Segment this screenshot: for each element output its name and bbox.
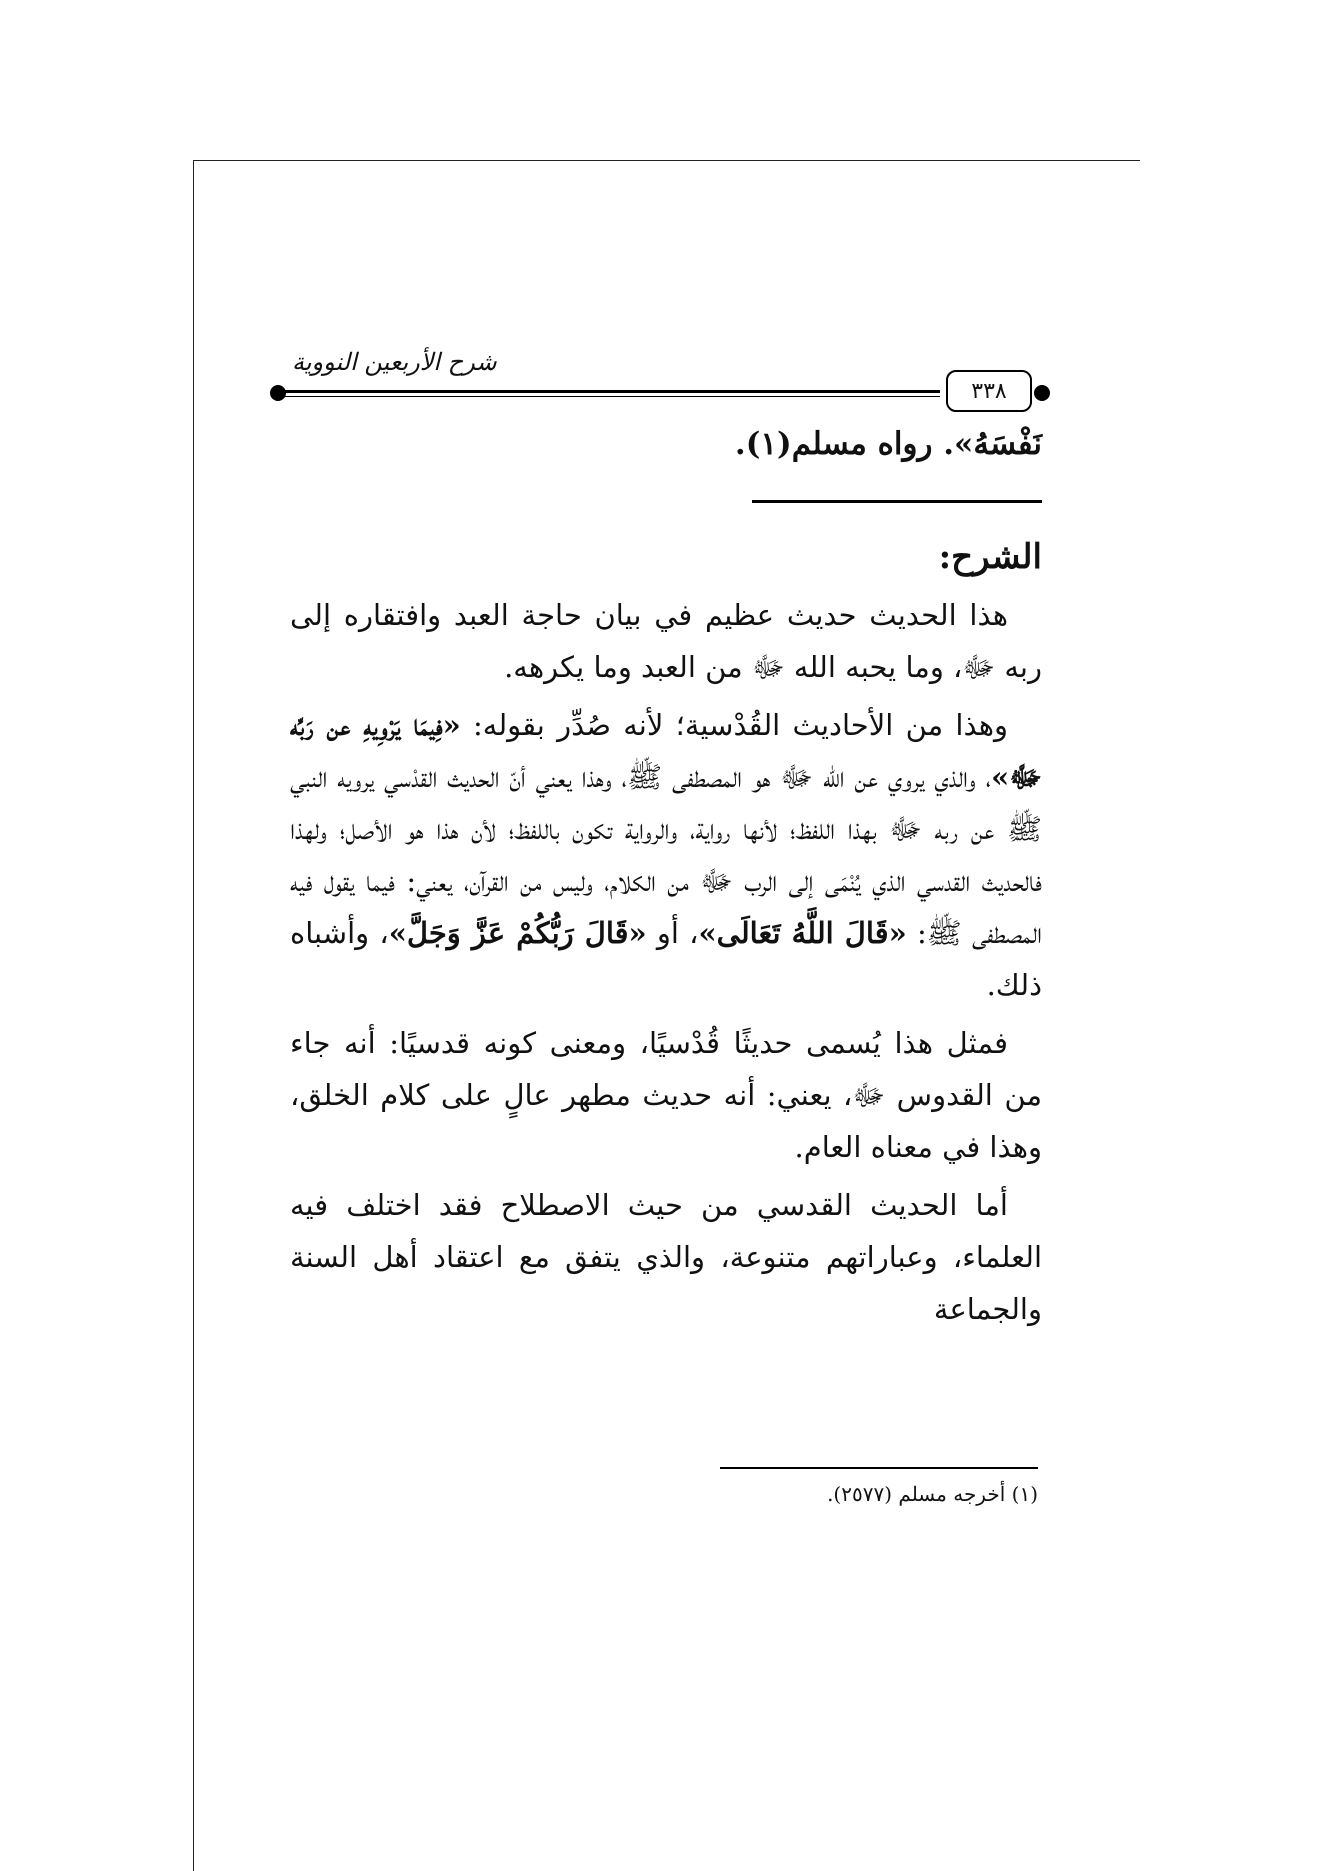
running-title: شرح الأربعين النووية <box>292 348 497 376</box>
footnote: (١) أخرجه مسلم (٢٥٧٧). <box>827 1482 1038 1506</box>
scan-border-left <box>193 160 194 1871</box>
ornament-dot-icon <box>270 385 286 401</box>
header-rule <box>278 390 940 393</box>
ornament-dot-icon <box>1034 385 1050 401</box>
quoted-hadith-text: «قَالَ اللَّهُ تَعَالَى» <box>698 916 907 950</box>
page-number: ٣٣٨ <box>946 370 1032 412</box>
opening-line: نَفْسَهُ». رواه مسلم(١). <box>734 426 1042 462</box>
paragraph-text: ، والذي يروي عن الله ﷻ هو المصطفى ﷺ، وهذا يعني أنّ الحديث القدْسي يرويه النبي ﷺ عن ربه ﷻ بهذا اللفظ؛ لأنها رواية، والرواية تكون باللفظ؛ لأن هذا هو الأصل؛ ولهذا فالحديث القدسي الذي يُنْمَى إلى الرب ﷻ من الكلام، وليس من القرآن، يعني: فيما يقول فيه المصطفى ﷺ: <box>290 760 1042 950</box>
paragraph-text: هذا الحديث حديث عظيم في بيان حاجة العبد وافتقاره إلى ربه ﷻ، وما يحبه الله ﷻ من العبد وما يكرهه. <box>290 598 1042 684</box>
paragraph-text: وهذا من الأحاديث القُدْسية؛ لأنه صُدِّر بقوله: <box>460 708 1009 742</box>
running-head <box>270 340 1050 410</box>
quoted-hadith-text: «فِيمَا يَرْوِيهِ عن رَبِّه ﷻ» <box>290 708 1042 794</box>
scan-border-top <box>193 160 1140 161</box>
paragraph-text: أما الحديث القدسي من حيث الاصطلاح فقد اختلف فيه العلماء، وعباراتهم متنوعة، والذي يتفق مع اعتقاد أهل السنة والجماعة <box>290 1188 1042 1326</box>
body-paragraph <box>290 589 1042 693</box>
paragraph-text: فمثل هذا يُسمى حديثًا قُدْسيًا، ومعنى كونه قدسيًا: أنه جاء من القدوس ﷻ، يعني: أنه حديث مطهر عالٍ على كلام الخلق، وهذا في معناه العام. <box>290 1026 1042 1164</box>
body-paragraph <box>290 1017 1042 1173</box>
paragraph-text: ، أو <box>646 916 699 950</box>
page-content <box>290 418 1042 1335</box>
paragraph-text: ، وأشباه ذلك. <box>290 916 1042 1002</box>
footnote-rule <box>720 1467 1038 1469</box>
paragraphs <box>290 589 1042 1335</box>
quoted-hadith-text: «قَالَ رَبُّكُمْ عَزَّ وَجَلَّ» <box>388 916 647 950</box>
body-paragraph <box>290 1179 1042 1335</box>
header-rule-thin <box>278 396 940 397</box>
body-paragraph <box>290 699 1042 1011</box>
section-heading: الشرح: <box>938 537 1042 577</box>
separator-rule <box>752 500 1042 503</box>
